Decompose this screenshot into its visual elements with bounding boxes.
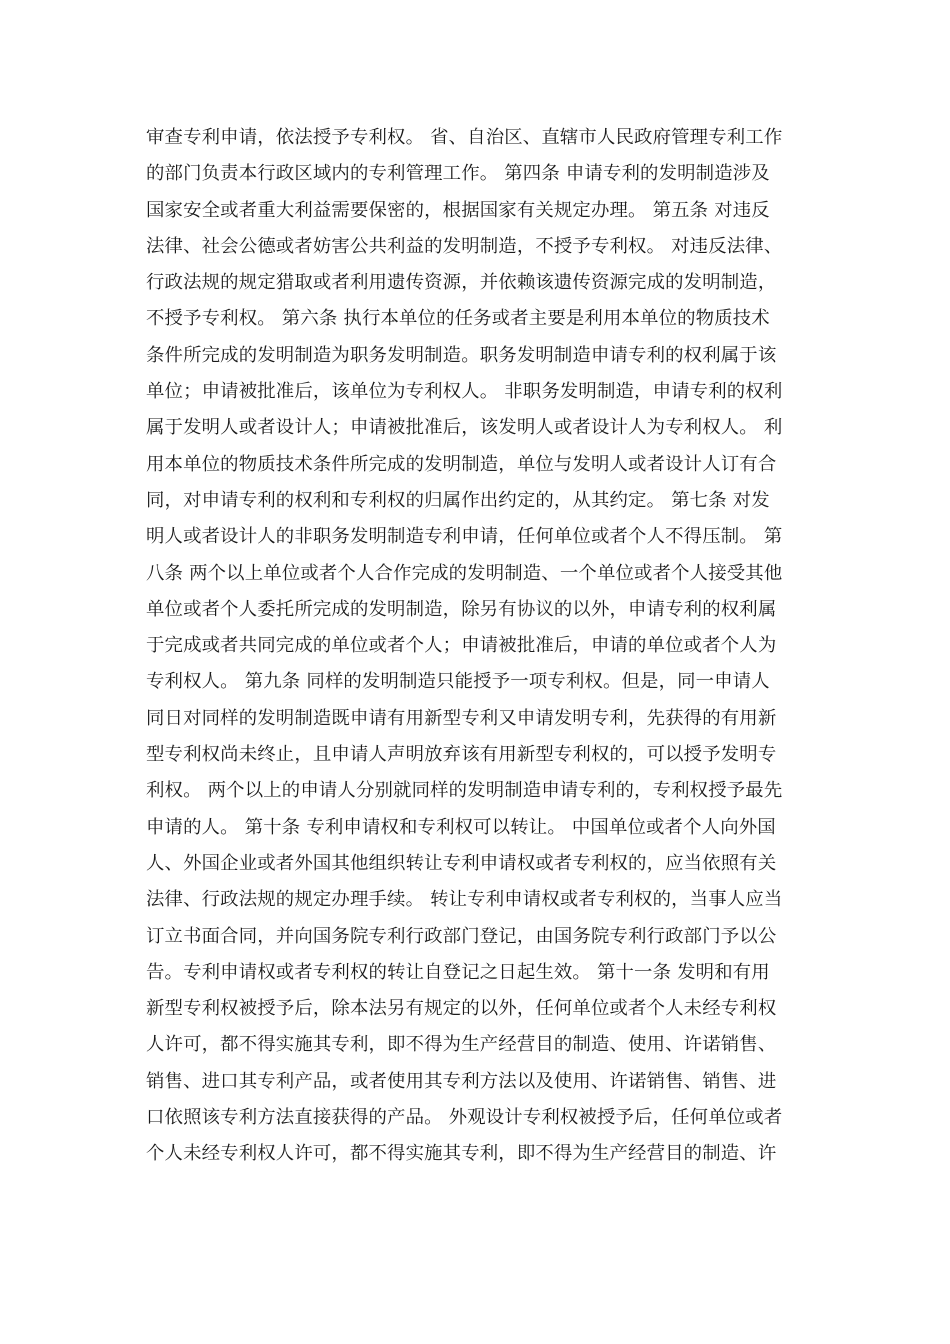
text-line: 同，对申请专利的权利和专利权的归属作出约定的，从其约定。 第七条 对发 [146,489,770,511]
text-line: 行政法规的规定猎取或者利用遗传资源，并依赖该遗传资源完成的发明制造， [146,272,777,294]
text-line: 国家安全或者重大利益需要保密的，根据国家有关规定办理。 第五条 对违反 [146,199,770,221]
text-line: 销售、进口其专利产品，或者使用其专利方法以及使用、许诺销售、销售、进 [146,1070,777,1092]
text-line: 型专利权尚未终止，且申请人声明放弃该有用新型专利权的，可以授予发明专 [146,744,777,766]
text-line: 申请的人。 第十条 专利申请权和专利权可以转让。 中国单位或者个人向外国 [146,816,776,838]
text-line: 不授予专利权。 第六条 执行本单位的任务或者主要是利用本单位的物质技术 [146,308,770,330]
text-line: 条件所完成的发明制造为职务发明制造。职务发明制造申请专利的权利属于该 [146,344,777,366]
text-line: 法律、社会公德或者妨害公共利益的发明制造，不授予专利权。 对违反法律、 [146,235,783,257]
text-line: 人、外国企业或者外国其他组织转让专利申请权或者专利权的，应当依照有关 [146,852,777,874]
text-line: 明人或者设计人的非职务发明制造专利申请，任何单位或者个人不得压制。 第 [146,526,783,548]
text-line: 订立书面合同，并向国务院专利行政部门登记，由国务院专利行政部门予以公 [146,925,777,947]
text-line: 单位或者个人委托所完成的发明制造，除另有协议的以外，申请专利的权利属 [146,598,777,620]
text-line: 口依照该专利方法直接获得的产品。 外观设计专利权被授予后，任何单位或者 [146,1107,783,1129]
text-line: 于完成或者共同完成的单位或者个人；申请被批准后，申请的单位或者个人为 [146,635,777,657]
text-line: 利权。 两个以上的申请人分别就同样的发明制造申请专利的，专利权授予最先 [146,780,783,802]
text-line: 法律、行政法规的规定办理手续。 转让专利申请权或者专利权的，当事人应当 [146,889,783,911]
text-line: 单位；申请被批准后，该单位为专利权人。 非职务发明制造，申请专利的权利 [146,381,783,403]
text-line: 告。专利申请权或者专利权的转让自登记之日起生效。 第十一条 发明和有用 [146,961,770,983]
text-line: 个人未经专利权人许可，都不得实施其专利，即不得为生产经营目的制造、许 [146,1143,777,1165]
text-line: 专利权人。 第九条 同样的发明制造只能授予一项专利权。但是，同一申请人 [146,671,770,693]
text-line: 属于发明人或者设计人；申请被批准后，该发明人或者设计人为专利权人。 利 [146,417,783,439]
text-line: 同日对同样的发明制造既申请有用新型专利又申请发明专利，先获得的有用新 [146,707,777,729]
body-text [146,120,808,1173]
text-line: 的部门负责本行政区域内的专利管理工作。 第四条 申请专利的发明制造涉及 [146,163,770,185]
text-line: 审查专利申请，依法授予专利权。 省、自治区、直辖市人民政府管理专利工作 [146,127,783,148]
text-line: 人许可，都不得实施其专利，即不得为生产经营目的制造、使用、许诺销售、 [146,1034,777,1056]
text-line: 用本单位的物质技术条件所完成的发明制造，单位与发明人或者设计人订有合 [146,453,777,475]
text-line: 新型专利权被授予后，除本法另有规定的以外，任何单位或者个人未经专利权 [146,998,777,1020]
text-line: 八条 两个以上单位或者个人合作完成的发明制造、一个单位或者个人接受其他 [146,562,783,584]
